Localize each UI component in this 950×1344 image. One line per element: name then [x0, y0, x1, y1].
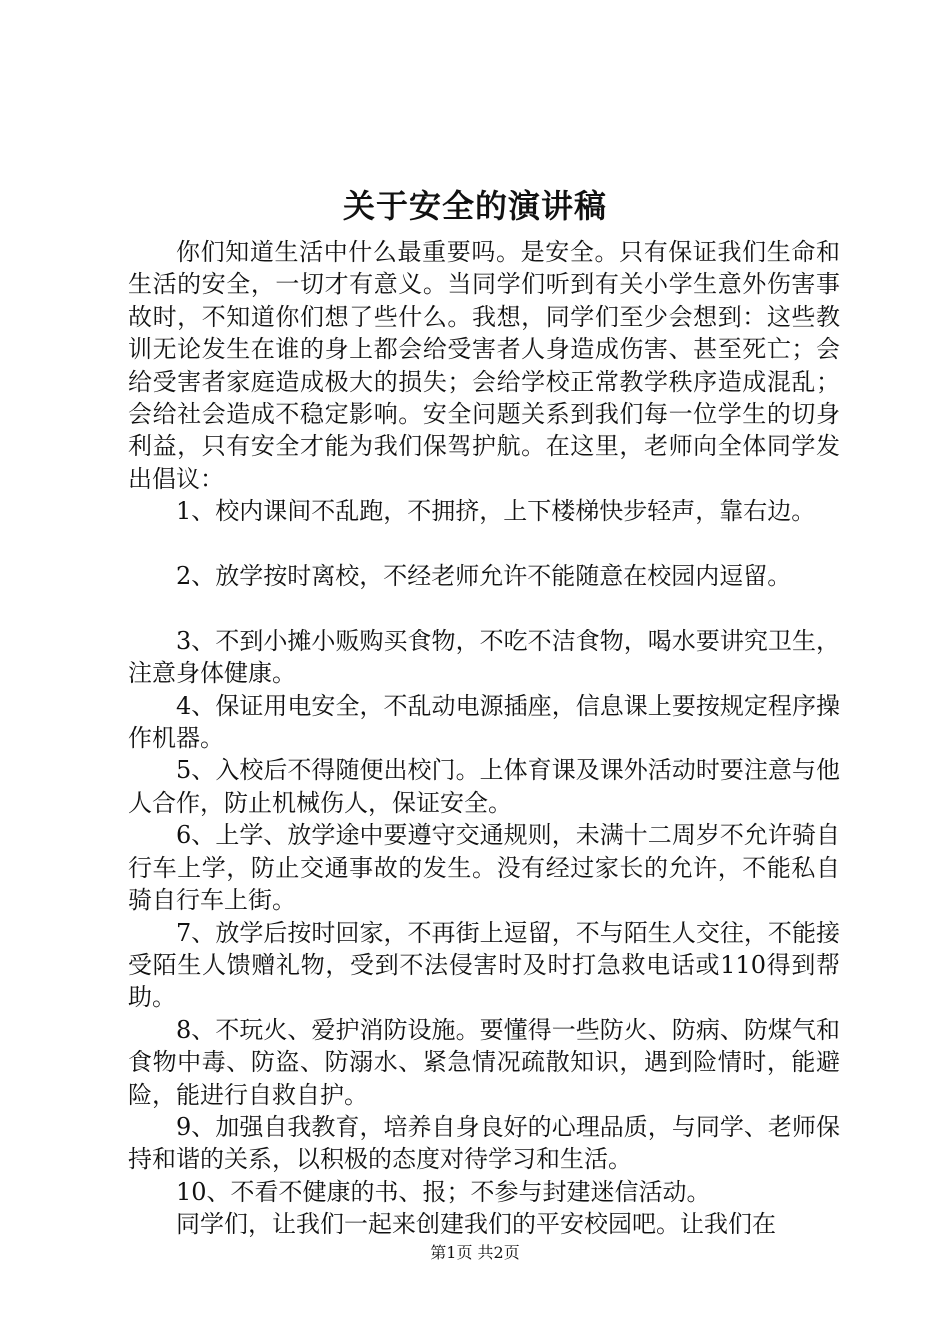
- list-item: 2、放学按时离校，不经老师允许不能随意在校园内逗留。: [176, 562, 792, 591]
- list-item: 10、不看不健康的书、报；不参与封建迷信活动。: [176, 1177, 711, 1206]
- document-title: 关于安全的演讲稿: [342, 187, 607, 225]
- intro-paragraph: 你们知道生活中什么最重要吗。是安全。只有保证我们生命和生活的安全，一切才有意义。当同学们听到有关小学生意外伤害事故时，不知道你们想了些什么。我想，同学们至少会想到：这些教训无论发生在谁的身上都会给受害者人身造成伤害、甚至死亡；会给受害者家庭造成极大的损失；会给学校正常教学秩序造成混乱；会给社会造成不稳定影响。安全问题关系到我们每一位学生的切身利益，只有安全才能为我们保驾护航。在这里，老师向全体同学发出倡议：: [128, 238, 840, 493]
- list-item: 4、保证用电安全，不乱动电源插座，信息课上要按规定程序操作机器。: [128, 691, 840, 753]
- closing-paragraph: 同学们，让我们一起来创建我们的平安校园吧。让我们在: [176, 1210, 776, 1239]
- list-item: 1、校内课间不乱跑，不拥挤，上下楼梯快步轻声，靠右边。: [176, 497, 816, 526]
- page-footer: 第1页 共2页: [430, 1243, 520, 1262]
- document-body: [128, 236, 840, 1241]
- list-item: 9、加强自我教育，培养自身良好的心理品质，与同学、老师保持和谐的关系，以积极的态度对待学习和生活。: [128, 1112, 840, 1174]
- list-item: 8、不玩火、爱护消防设施。要懂得一些防火、防病、防煤气和食物中毒、防盗、防溺水、紧急情况疏散知识，遇到险情时，能避险，能进行自救自护。: [128, 1015, 840, 1109]
- list-item: 7、放学后按时回家，不再街上逗留，不与陌生人交往，不能接受陌生人馈赠礼物，受到不法侵害时及时打急救电话或110得到帮助。: [128, 918, 840, 1012]
- list-item: 5、入校后不得随便出校门。上体育课及课外活动时要注意与他人合作，防止机械伤人，保证安全。: [128, 756, 840, 817]
- list-item: 6、上学、放学途中要遵守交通规则，未满十二周岁不允许骑自行车上学，防止交通事故的发生。没有经过家长的允许，不能私自骑自行车上街。: [128, 821, 840, 915]
- list-item: 3、不到小摊小贩购买食物，不吃不洁食物，喝水要讲究卫生，注意身体健康。: [128, 626, 840, 688]
